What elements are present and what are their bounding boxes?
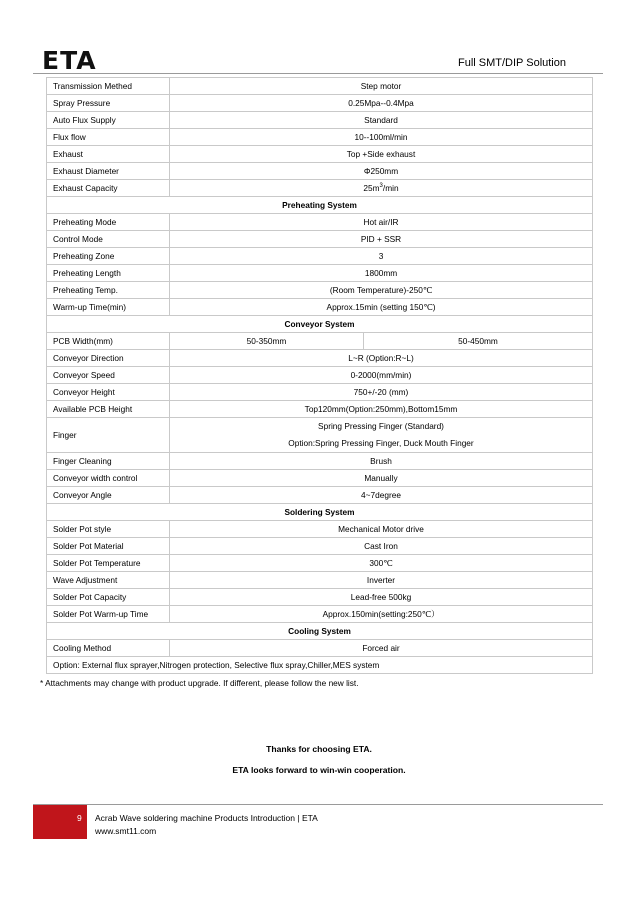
spec-label: Warm-up Time(min) xyxy=(47,299,170,316)
spec-label: Finger Cleaning xyxy=(47,453,170,470)
spec-label: Preheating Zone xyxy=(47,248,170,265)
thanks-line-1: Thanks for choosing ETA. xyxy=(266,744,372,754)
page-number-box xyxy=(33,805,87,839)
table-row xyxy=(47,95,593,112)
section-cooling-title: Cooling System xyxy=(47,623,593,640)
spec-label: Conveyor width control xyxy=(47,470,170,487)
table-row xyxy=(47,572,593,589)
table-row xyxy=(47,231,593,248)
table-row xyxy=(47,265,593,282)
eta-logo xyxy=(42,47,97,75)
finger-line-1: Spring Pressing Finger (Standard) xyxy=(318,421,444,431)
spec-value: 300℃ xyxy=(170,555,593,572)
spec-label: Preheating Mode xyxy=(47,214,170,231)
table-row xyxy=(47,401,593,418)
spec-value: 50-350mm xyxy=(170,333,364,350)
table-row xyxy=(47,538,593,555)
spec-label: Cooling Method xyxy=(47,640,170,657)
table-row xyxy=(47,657,593,674)
table-row xyxy=(47,384,593,401)
spec-value: (Room Temperature)-250℃ xyxy=(170,282,593,299)
header-divider xyxy=(33,73,603,74)
spec-label: Solder Pot Warm-up Time xyxy=(47,606,170,623)
spec-label: Preheating Temp. xyxy=(47,282,170,299)
spec-value: Step motor xyxy=(170,78,593,95)
table-row xyxy=(47,78,593,95)
spec-label: Solder Pot Capacity xyxy=(47,589,170,606)
spec-value: 0-2000(mm/min) xyxy=(170,367,593,384)
spec-table xyxy=(46,77,593,674)
spec-label: Preheating Length xyxy=(47,265,170,282)
spec-value: Forced air xyxy=(170,640,593,657)
header-tagline: Full SMT/DIP Solution xyxy=(457,57,566,69)
section-row xyxy=(47,197,593,214)
table-row xyxy=(47,163,593,180)
spec-value: PID + SSR xyxy=(170,231,593,248)
finger-line-2: Option:Spring Pressing Finger, Duck Mouth Finger xyxy=(288,438,474,448)
exhaust-capacity-value: 25m xyxy=(363,183,380,193)
spec-value xyxy=(170,418,593,453)
table-row xyxy=(47,589,593,606)
option-row: Option: External flux sprayer,Nitrogen protection, Selective flux spray,Chiller,MES system xyxy=(47,657,593,674)
spec-value: 50-450mm xyxy=(364,333,593,350)
table-row xyxy=(47,112,593,129)
spec-value: 750+/-20 (mm) xyxy=(170,384,593,401)
spec-label: Conveyor Direction xyxy=(47,350,170,367)
spec-label: Transmission Methed xyxy=(47,78,170,95)
spec-value: 10--100ml/min xyxy=(170,129,593,146)
spec-label: Flux flow xyxy=(47,129,170,146)
spec-label: Exhaust Capacity xyxy=(47,180,170,197)
spec-value: Φ250mm xyxy=(170,163,593,180)
section-row xyxy=(47,316,593,333)
spec-value: Manually xyxy=(170,470,593,487)
exhaust-capacity-suffix: /min xyxy=(382,183,399,193)
spec-label: Control Mode xyxy=(47,231,170,248)
table-row xyxy=(47,350,593,367)
spec-label: Conveyor Speed xyxy=(47,367,170,384)
table-row xyxy=(47,453,593,470)
table-row xyxy=(47,470,593,487)
table-row xyxy=(47,129,593,146)
spec-label: Conveyor Height xyxy=(47,384,170,401)
spec-value: Mechanical Motor drive xyxy=(170,521,593,538)
table-row xyxy=(47,299,593,316)
spec-value: Lead-free 500kg xyxy=(170,589,593,606)
spec-label: Exhaust Diameter xyxy=(47,163,170,180)
spec-label: Available PCB Height xyxy=(47,401,170,418)
section-preheating-title: Preheating System xyxy=(47,197,593,214)
table-row xyxy=(47,640,593,657)
table-row xyxy=(47,521,593,538)
thanks-line-2: ETA looks forward to win-win cooperation. xyxy=(232,765,406,775)
table-row xyxy=(47,214,593,231)
spec-value: Hot air/IR xyxy=(170,214,593,231)
spec-value: 3 xyxy=(170,248,593,265)
spec-value: Cast Iron xyxy=(170,538,593,555)
table-row xyxy=(47,333,593,350)
exhaust-capacity-sup: 3 xyxy=(379,183,383,190)
page-header xyxy=(0,0,638,80)
section-conveyor-title: Conveyor System xyxy=(47,316,593,333)
footer-title: Acrab Wave soldering machine Products Introduction | ETA xyxy=(95,813,318,823)
spec-value: Top120mm(Option:250mm),Bottom15mm xyxy=(170,401,593,418)
spec-label: Auto Flux Supply xyxy=(47,112,170,129)
spec-label: Solder Pot style xyxy=(47,521,170,538)
attachments-note: * Attachments may change with product upgrade. If different, please follow the new list. xyxy=(40,678,359,688)
table-row xyxy=(47,418,593,453)
table-row xyxy=(47,555,593,572)
spec-value: Inverter xyxy=(170,572,593,589)
table-row xyxy=(47,606,593,623)
footer-url: www.smt11.com xyxy=(95,826,157,836)
table-row xyxy=(47,180,593,197)
spec-value: 1800mm xyxy=(170,265,593,282)
spec-value: 0.25Mpa--0.4Mpa xyxy=(170,95,593,112)
spec-value: Approx.150min(setting:250℃） xyxy=(170,606,593,623)
logo-text: ETA xyxy=(42,46,97,75)
spec-label: Exhaust xyxy=(47,146,170,163)
spec-label: Wave Adjustment xyxy=(47,572,170,589)
section-soldering-title: Soldering System xyxy=(47,504,593,521)
page-number: 9 xyxy=(77,813,82,823)
spec-label: Solder Pot Temperature xyxy=(47,555,170,572)
spec-label: Spray Pressure xyxy=(47,95,170,112)
table-row xyxy=(47,146,593,163)
spec-value: L~R (Option:R~L) xyxy=(170,350,593,367)
spec-value: Top +Side exhaust xyxy=(170,146,593,163)
spec-label: Finger xyxy=(47,418,170,453)
table-row xyxy=(47,487,593,504)
spec-label: Solder Pot Material xyxy=(47,538,170,555)
spec-value xyxy=(170,180,593,197)
spec-value: Standard xyxy=(170,112,593,129)
spec-label: Conveyor Angle xyxy=(47,487,170,504)
footer-divider xyxy=(33,804,603,805)
table-row xyxy=(47,367,593,384)
section-row xyxy=(47,623,593,640)
section-row xyxy=(47,504,593,521)
spec-value: Approx.15min (setting 150℃) xyxy=(170,299,593,316)
table-row xyxy=(47,282,593,299)
spec-value: 4~7degree xyxy=(170,487,593,504)
spec-value: Brush xyxy=(170,453,593,470)
spec-label: PCB Width(mm) xyxy=(47,333,170,350)
table-row xyxy=(47,248,593,265)
